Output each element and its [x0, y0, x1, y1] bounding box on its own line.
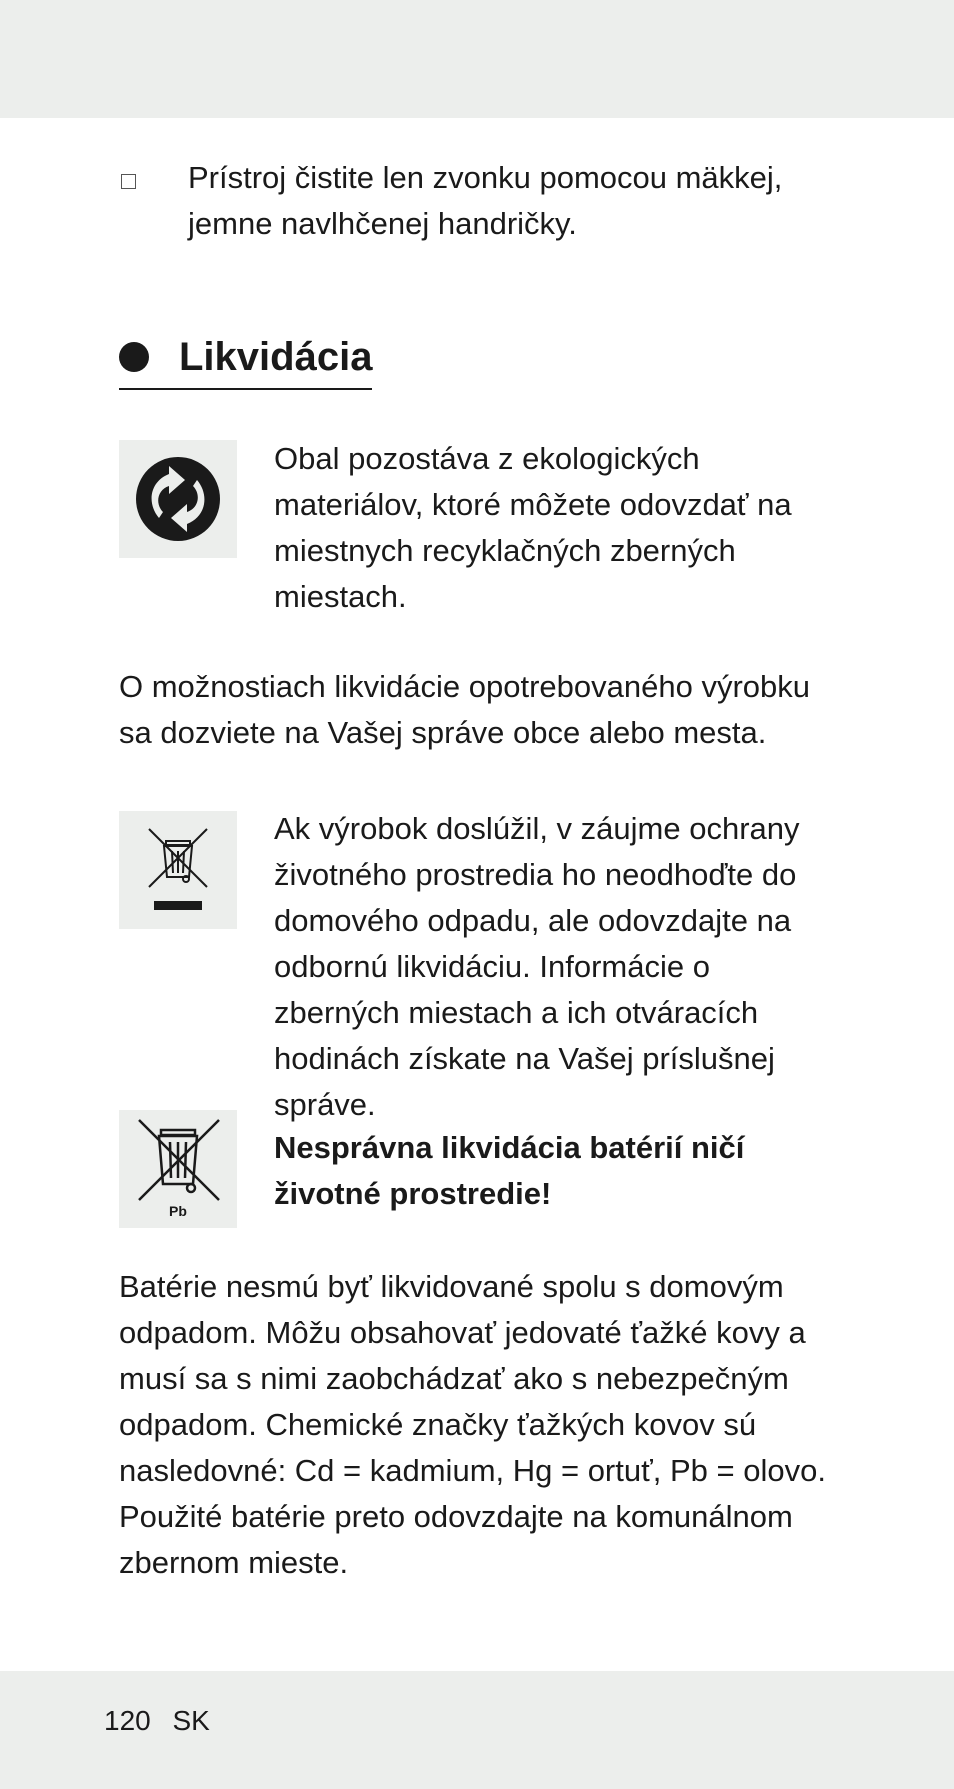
bottom-band	[0, 1671, 954, 1789]
section-heading	[119, 332, 372, 390]
section-title: Likvidácia	[179, 335, 373, 379]
footer	[104, 1701, 210, 1741]
crossed-bin-icon	[119, 811, 237, 929]
cleaning-bullet	[119, 155, 835, 247]
top-band	[0, 0, 954, 118]
battery-icon-label: Pb	[169, 1203, 187, 1219]
language-code: SK	[172, 1705, 210, 1736]
battery-text: Batérie nesmú byť likvidované spolu s domovým odpadom. Môžu obsahovať jedovaté ťažké kovy a musí sa s nimi zaobchádzať ako s nebezpečným odpadom. Chemické značky ťažkých kovov sú nasledovné: Cd = kadmium, Hg = ortuť, Pb = olovo. Použité batérie preto odovzdajte na komunálnom zbernom mieste.	[119, 1269, 826, 1580]
checkbox-icon	[121, 174, 136, 189]
packaging-text: Obal pozostáva z ekologických materiálov, ktoré môžete odovzdať na miestnych recyklačných zberných miestach.	[274, 441, 792, 614]
bullet-dot-icon	[119, 342, 149, 372]
cleaning-text: Prístroj čistite len zvonku pomocou mäkkej, jemne navlhčenej handričky.	[188, 160, 783, 241]
green-dot-recycling-icon	[119, 440, 237, 558]
battery-warning: Nesprávna likvidácia batérií ničí životné prostredie!	[274, 1130, 745, 1211]
weee-text: Ak výrobok doslúžil, v záujme ochrany životného prostredia ho neodhoďte do domového odpadu, ale odovzdajte na odbornú likvidáciu. Informácie o zberných miestach a ich otváracích hodinách získate na Vašej príslušnej správe.	[274, 811, 800, 1122]
disposal-info-text: O možnostiach likvidácie opotrebovaného výrobku sa dozviete na Vašej správe obce alebo mesta.	[119, 669, 810, 750]
page-number: 120	[104, 1705, 151, 1736]
crossed-battery-bin-icon	[119, 1110, 237, 1228]
